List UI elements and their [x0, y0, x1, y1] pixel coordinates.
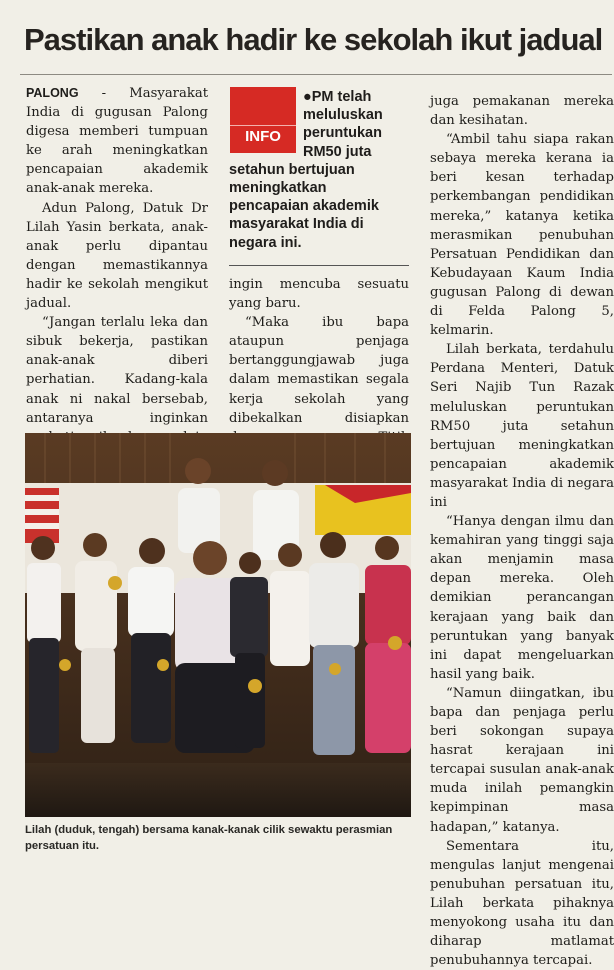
info-rule — [229, 265, 409, 266]
paragraph: Adun Palong, Datuk Dr Lilah Yasin berkata, anak-anak perlu dipantau dengan memastikannya hadir ke sekolah mengikut jadual. — [26, 200, 208, 312]
paragraph: ingin mencuba sesuatu yang baru. — [229, 277, 409, 312]
lead-paragraph — [26, 84, 208, 199]
info-text: ●PM telah meluluskan peruntukan RM50 juta setahun bertujuan meningkatkan pencapaian akademik masyarakat India di negara ini. — [229, 89, 383, 251]
lead-text: - Masyarakat India di gugusan Palong digesa memberi tumpuan ke arah meningkatkan pencapaian akademik anak-anak mereka. — [26, 86, 208, 197]
paragraph: Lilah berkata, terdahulu Perdana Menteri, Datuk Seri Najib Tun Razak meluluskan peruntukan RM50 juta setahun bertujuan meningkatkan pencapaian akademik masyarakat India di negara ini — [430, 342, 614, 510]
photo-caption: Lilah (duduk, tengah) bersama kanak-kanak cilik sewaktu perasmian persatuan itu. — [25, 824, 393, 852]
headline-rule — [20, 74, 612, 75]
info-panel — [229, 88, 407, 252]
article-column-1 — [26, 84, 208, 466]
paragraph: “Ambil tahu siapa rakan sebaya mereka kerana ia beri kesan terhadap perkembangan pendidikan mereka,” katanya ketika merasmikan penubuhan Persatuan Pendidikan dan Kebudayaan Kaum India gugusan Palong di dewan di Felda Palong 5, kelmarin. — [430, 132, 614, 339]
article-column-3 — [430, 92, 614, 970]
info-float-spacer — [229, 88, 303, 156]
news-photo — [25, 433, 411, 817]
article-headline: Pastikan anak hadir ke sekolah ikut jadual — [24, 22, 603, 57]
paragraph: “Maka ibu bapa ataupun penjaga bertanggungjawab juga dalam memastikan segala kerja sekolah yang dibekalkan disiapkan — [229, 315, 409, 426]
paragraph: juga pemakanan mereka dan kesihatan. — [430, 94, 614, 129]
paragraph: “Hanya dengan ilmu dan kemahiran yang tinggi saja akan menjamin masa depan mereka. Oleh demikian perancangan kerajaan yang baik dan peruntukan yang banyak ini dapat mengeluarkan hasil yang baik. — [430, 514, 614, 682]
paragraph: Sementara itu, mengulas lanjut mengenai penubuhan persatuan itu, Lilah berkata pihaknya menyokong usaha itu dan diharap matlamat penubuhannya tercapai. — [430, 838, 614, 969]
dateline: PALONG — [26, 86, 79, 100]
info-label: INFO — [245, 128, 281, 145]
paragraph: “Jangan terlalu leka dan sibuk bekerja, pastikan anak-anak diberi perhatian. Kadang-kala anak ni nakal bersebab, antaranya inginkan — [26, 315, 208, 426]
paragraph: “Namun diingatkan, ibu bapa dan penjaga perlu beri sokongan supaya hasrat kerajaan ini tercapai susulan anak-anak muda inilah pemangkin kepimpinan masa hadapan,” katanya. — [430, 685, 614, 835]
photo-illustration — [25, 433, 411, 817]
